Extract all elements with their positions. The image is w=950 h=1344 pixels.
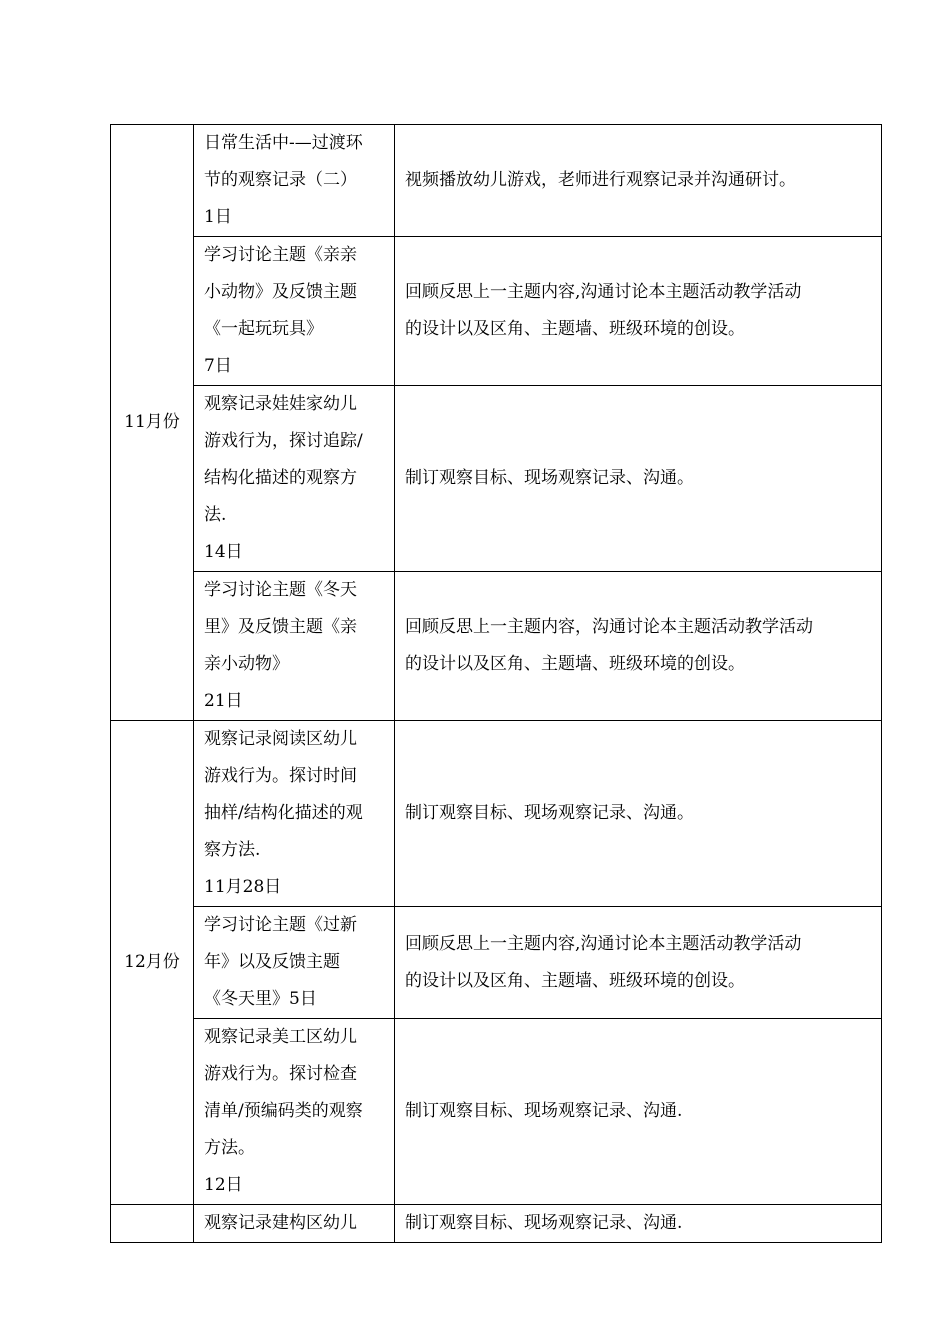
topic-line: 学习讨论主题《亲亲	[204, 245, 357, 265]
topic-line: 结构化描述的观察方	[204, 468, 357, 488]
content-cell	[395, 572, 882, 721]
topic-date: 21日	[204, 691, 243, 711]
topic-line: 游戏行为。探讨检查	[204, 1064, 357, 1084]
topic-date: 7日	[204, 356, 232, 376]
topic-line: 观察记录美工区幼儿	[204, 1027, 357, 1047]
content-cell	[395, 237, 882, 386]
topic-cell	[194, 237, 395, 386]
topic-cell	[194, 1019, 395, 1205]
topic-cell	[194, 386, 395, 572]
topic-line: 察方法.	[204, 840, 261, 860]
content-line: 回顾反思上一主题内容,沟通讨论本主题活动教学活动	[405, 282, 802, 302]
topic-line: 观察记录建构区幼儿	[204, 1213, 357, 1233]
month-cell-november: 11月份	[111, 125, 194, 721]
content-line: 制订观察目标、现场观察记录、沟通。	[405, 803, 694, 823]
content-cell	[395, 907, 882, 1019]
schedule-table	[110, 124, 882, 1243]
topic-date: 12日	[204, 1175, 243, 1195]
topic-date: 14日	[204, 542, 243, 562]
table-row	[111, 125, 882, 237]
topic-line: 游戏行为，探讨追踪/	[204, 431, 363, 451]
content-line: 制订观察目标、现场观察记录、沟通.	[405, 1101, 683, 1121]
topic-cell	[194, 721, 395, 907]
content-cell	[395, 125, 882, 237]
topic-line: 抽样/结构化描述的观	[204, 803, 363, 823]
topic-line: 方法。	[204, 1138, 255, 1158]
table-row	[111, 237, 882, 386]
topic-line: 清单/预编码类的观察	[204, 1101, 363, 1121]
content-line: 回顾反思上一主题内容，沟通讨论本主题活动教学活动	[405, 617, 813, 637]
topic-cell	[194, 907, 395, 1019]
table-row	[111, 907, 882, 1019]
content-line: 视频播放幼儿游戏，老师进行观察记录并沟通研讨。	[405, 170, 796, 190]
content-line: 回顾反思上一主题内容,沟通讨论本主题活动教学活动	[405, 933, 802, 954]
table-row	[111, 386, 882, 572]
topic-date: 11月28日	[204, 877, 282, 897]
topic-line: 小动物》及反馈主题	[204, 282, 357, 302]
table-row	[111, 721, 882, 907]
topic-line: 日常生活中-—过渡环	[204, 133, 363, 153]
topic-line: 《冬天里》5日	[204, 989, 317, 1009]
topic-line: 学习讨论主题《过新	[204, 915, 357, 935]
content-cell	[395, 1205, 882, 1243]
month-cell-empty	[111, 1205, 194, 1243]
content-cell	[395, 386, 882, 572]
table-row	[111, 1019, 882, 1205]
topic-cell	[194, 1205, 395, 1243]
content-line: 的设计以及区角、主题墙、班级环境的创设。	[405, 319, 745, 339]
content-line: 的设计以及区角、主题墙、班级环境的创设。	[405, 654, 745, 674]
table-row	[111, 1205, 882, 1243]
topic-line: 观察记录娃娃家幼儿	[204, 394, 357, 414]
topic-line: 节的观察记录（二）	[204, 170, 357, 190]
content-line: 制订观察目标、现场观察记录、沟通。	[405, 468, 694, 488]
topic-line: 观察记录阅读区幼儿	[204, 729, 357, 749]
content-cell	[395, 1019, 882, 1205]
topic-line: 亲小动物》	[204, 654, 289, 674]
content-line: 制订观察目标、现场观察记录、沟通.	[405, 1213, 683, 1233]
content-cell	[395, 721, 882, 907]
topic-line: 学习讨论主题《冬天	[204, 580, 357, 600]
topic-line: 里》及反馈主题《亲	[204, 617, 357, 637]
topic-cell	[194, 125, 395, 237]
topic-date: 1日	[204, 207, 232, 227]
table-row	[111, 572, 882, 721]
topic-line: 年》以及反馈主题	[204, 952, 340, 972]
topic-line: 《一起玩玩具》	[204, 319, 323, 339]
topic-cell	[194, 572, 395, 721]
content-line: 的设计以及区角、主题墙、班级环境的创设。	[405, 970, 745, 991]
topic-line: 游戏行为。探讨时间	[204, 766, 357, 786]
topic-line: 法.	[204, 505, 227, 525]
month-cell-december: 12月份	[111, 721, 194, 1205]
